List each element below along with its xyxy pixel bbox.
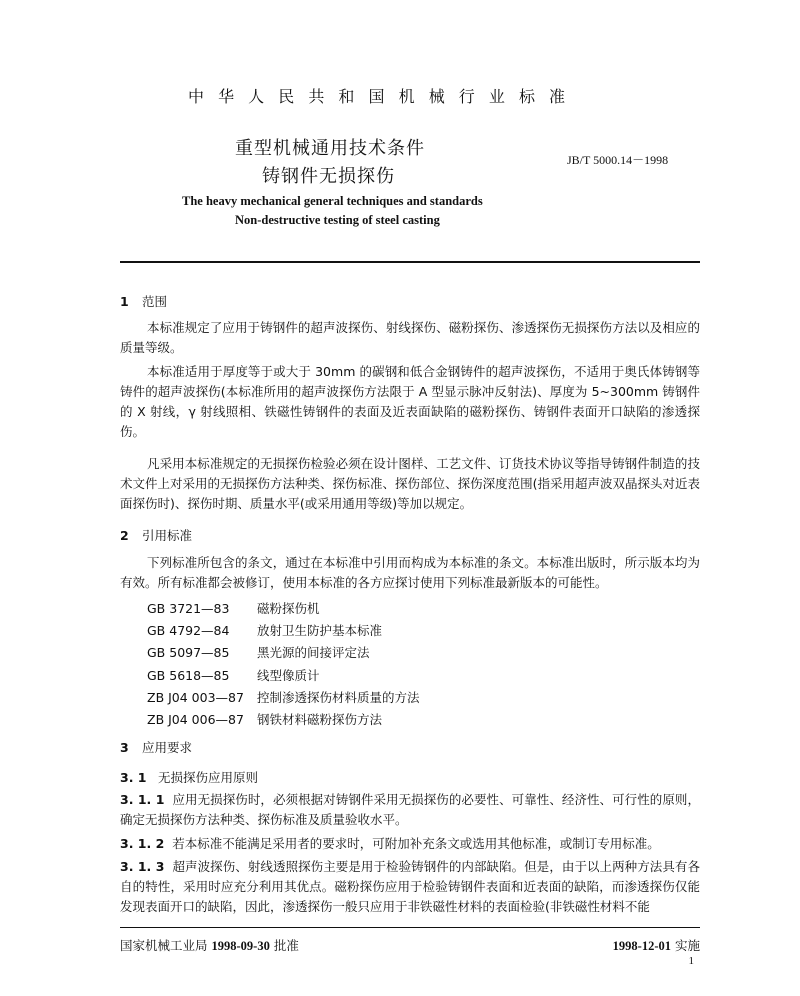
section-2-paragraph-1: 下列标准所包含的条文，通过在本标准中引用而构成为本标准的条文。本标准出版时，所示版本均为有效。所有标准都会被修订，使用本标准的各方应探讨使用下列标准最新版本的可能性。 [120, 555, 700, 590]
section-number: 1 [120, 294, 129, 309]
reference-item [147, 709, 420, 731]
reference-code: GB 5097—85 [147, 645, 230, 661]
clause-3-1-3 [120, 857, 700, 921]
clause-number: 3. 1. 3 [120, 859, 165, 874]
footer-rule [120, 927, 700, 928]
referenced-standards-list [147, 598, 420, 731]
clause-text: 超声波探伤、射线透照探伤主要是用于检验铸钢件的内部缺陷。但是，由于以上两种方法具有各自的特性，采用时应充分利用其优点。磁粉探伤应用于检验铸钢件表面和近表面的缺陷，而渗透探伤仅能发现表面开口的缺陷，因此，渗透探伤一般只应用于非铁磁性材料的表面检验(非铁磁性材料不能 [120, 859, 700, 914]
section-title: 引用标准 [142, 528, 193, 543]
reference-code: GB 3721—83 [147, 601, 230, 616]
document-title-line2: 铸钢件无损探伤 [262, 166, 395, 187]
issuing-organization: 中 华 人 民 共 和 国 机 械 行 业 标 准 [188, 87, 570, 106]
standard-code: JB/T 5000.14－1998 [567, 153, 669, 167]
reference-code: GB 4792—84 [147, 623, 230, 639]
section-1-heading [120, 292, 167, 310]
clause-text: 应用无损探伤时，必须根据对铸钢件采用无损探伤的必要性、可靠性、经济性、可行性的原则，确定无损探伤方法种类、探伤标准及质量验收水平。 [120, 792, 700, 827]
section-title: 应用要求 [142, 740, 193, 755]
reference-item [147, 598, 420, 620]
reference-name: 钢铁材料磁粉探伤方法 [257, 711, 383, 727]
page-number: 1 [688, 955, 694, 967]
reference-code: GB 5618—85 [147, 667, 230, 683]
clause-number: 3. 1. 1 [120, 792, 165, 807]
document-title-line1: 重型机械通用技术条件 [235, 138, 425, 159]
implementation-date: 1998-12-01 [612, 939, 671, 953]
section-3-heading [120, 738, 192, 756]
approver: 国家机械工业局 [120, 938, 208, 953]
reference-name: 磁粉探伤机 [257, 601, 320, 616]
approve-date: 1998-09-30 [211, 939, 270, 953]
section-number: 3. 1 [120, 770, 147, 785]
section-title: 范围 [142, 294, 168, 309]
reference-item [147, 642, 420, 664]
reference-name: 控制渗透探伤材料质量的方法 [257, 689, 420, 705]
reference-item [147, 665, 420, 687]
implementation-info [613, 936, 700, 954]
clause-text: 若本标准不能满足采用者的要求时，可附加补充条文或选用其他标准，或制订专用标准。 [172, 836, 660, 851]
section-title: 无损探伤应用原则 [158, 770, 259, 785]
reference-item [147, 620, 420, 642]
implementation-label: 实施 [674, 938, 700, 953]
approve-label: 批准 [273, 938, 299, 953]
header-rule [120, 261, 700, 263]
section-2-heading [120, 526, 192, 544]
reference-name: 线型像质计 [257, 667, 320, 683]
clause-3-1-1 [120, 790, 700, 830]
section-1-paragraph-1: 本标准规定了应用于铸钢件的超声波探伤、射线探伤、磁粉探伤、渗透探伤无损探伤方法以及相应的质量等级。 [120, 320, 700, 355]
section-1-paragraph-3: 凡采用本标准规定的无损探伤检验必须在设计图样、工艺文件、订货技术协议等指导铸钢件制造的技术文件上对采用的无损探伤方法种类、探伤标准、探伤部位、探伤深度范围(指采用超声波双晶探头对近表面探伤时)、探伤时期、质量水平(或采用通用等级)等加以规定。 [120, 456, 700, 511]
section-3-1-heading [120, 768, 258, 786]
reference-code: ZB J04 006—87 [147, 711, 244, 727]
reference-item [147, 687, 420, 709]
clause-3-1-2 [120, 834, 700, 854]
english-title-line1: The heavy mechanical general techniques and standards [182, 194, 483, 208]
section-number: 2 [120, 528, 129, 543]
section-1-paragraph-2: 本标准适用于厚度等于或大于 30mm 的碳钢和低合金钢铸件的超声波探伤，不适用于奥氏体铸钢等铸件的超声波探伤(本标准所用的超声波探伤方法限于 A 型显示脉冲反射法)、厚度为 5~300mm 铸钢件的 X 射线，γ 射线照相、铁磁性铸钢件的表面及近表面缺陷的磁粉探伤、铸钢件表面开口缺陷的渗透探伤。 [120, 364, 700, 439]
reference-name: 黑光源的间接评定法 [257, 645, 370, 661]
reference-code: ZB J04 003—87 [147, 689, 244, 705]
clause-number: 3. 1. 2 [120, 836, 165, 851]
english-title-line2: Non-destructive testing of steel casting [235, 213, 440, 227]
approval-info [120, 936, 299, 954]
section-number: 3 [120, 740, 129, 755]
reference-name: 放射卫生防护基本标准 [257, 623, 383, 639]
